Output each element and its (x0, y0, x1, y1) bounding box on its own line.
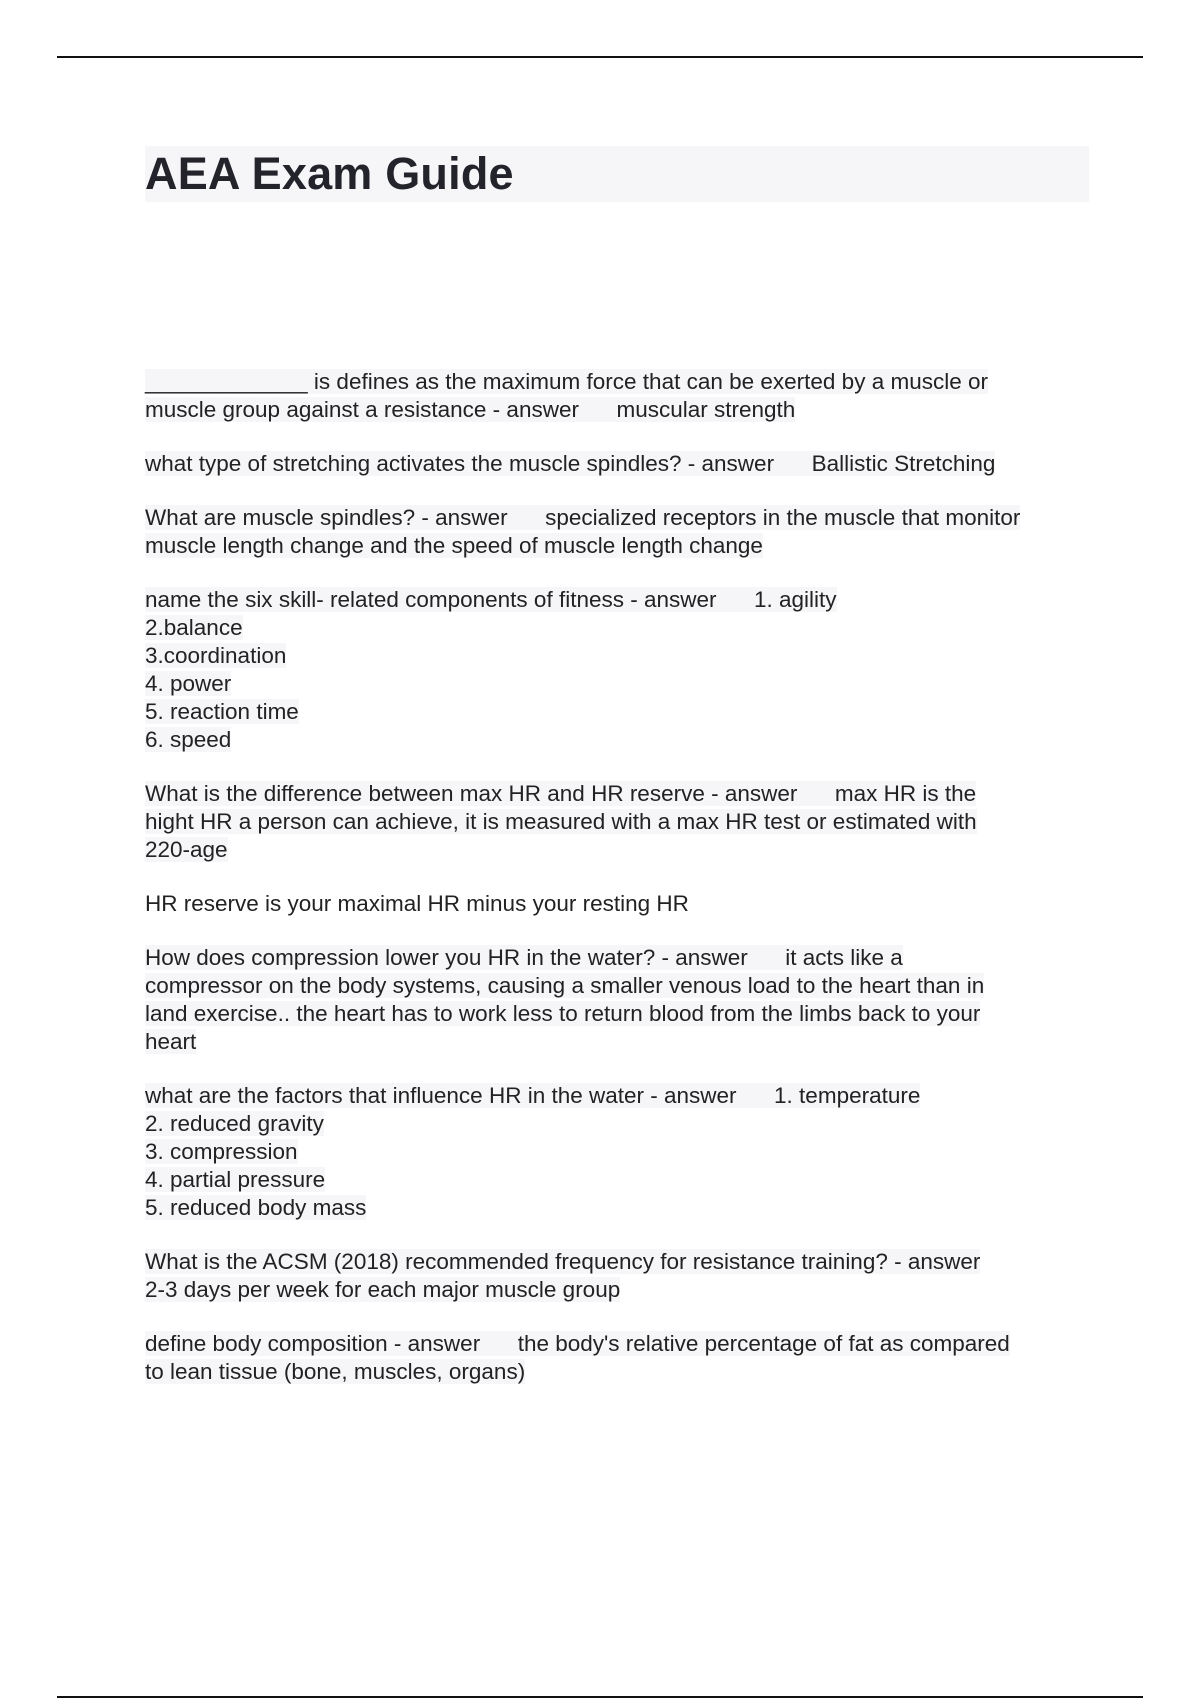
qa-line: muscle group against a resistance - answer muscular strength (145, 397, 796, 422)
qa-line: 2.balance (145, 615, 243, 640)
qa-item-max-hr (145, 780, 1089, 864)
qa-line: 5. reduced body mass (145, 1195, 367, 1220)
qa-line: hight HR a person can achieve, it is measured with a max HR test or estimated with (145, 809, 977, 834)
qa-line: land exercise.. the heart has to work less to return blood from the limbs back to your (145, 1001, 981, 1026)
qa-line: 220-age (145, 837, 228, 862)
qa-line: How does compression lower you HR in the water? - answer it acts like a (145, 945, 903, 970)
qa-item-compression (145, 944, 1089, 1056)
qa-line: define body composition - answer the body's relative percentage of fat as compared (145, 1331, 1010, 1356)
qa-item-muscle-spindles (145, 504, 1089, 560)
qa-line: 3.coordination (145, 643, 287, 668)
qa-line: 4. partial pressure (145, 1167, 326, 1192)
qa-line: What is the difference between max HR and HR reserve - answer max HR is the (145, 781, 977, 806)
qa-line: HR reserve is your maximal HR minus your resting HR (145, 891, 689, 916)
qa-line: 5. reaction time (145, 699, 299, 724)
top-rule (57, 56, 1143, 58)
qa-item-hr-reserve (145, 890, 1089, 918)
page-title: AEA Exam Guide (145, 148, 514, 199)
qa-line: 2. reduced gravity (145, 1111, 324, 1136)
qa-line: 2-3 days per week for each major muscle group (145, 1277, 621, 1302)
qa-line: 3. compression (145, 1139, 298, 1164)
qa-item-acsm-frequency (145, 1248, 1089, 1304)
qa-item-body-composition (145, 1330, 1089, 1386)
qa-line: 4. power (145, 671, 232, 696)
qa-line: to lean tissue (bone, muscles, organs) (145, 1359, 526, 1384)
qa-line: What is the ACSM (2018) recommended frequency for resistance training? - answer (145, 1249, 981, 1274)
qa-line: compressor on the body systems, causing a smaller venous load to the heart than in (145, 973, 985, 998)
qa-line: name the six skill- related components of fitness - answer 1. agility (145, 587, 837, 612)
qa-list (145, 368, 1089, 1412)
qa-item-hr-factors (145, 1082, 1089, 1222)
qa-line: heart (145, 1029, 197, 1054)
qa-line: what type of stretching activates the muscle spindles? - answer Ballistic Stretching (145, 451, 996, 476)
qa-item-skill-components (145, 586, 1089, 754)
qa-line: _____________ is defines as the maximum force that can be exerted by a muscle or (145, 369, 988, 394)
qa-line: what are the factors that influence HR in the water - answer 1. temperature (145, 1083, 921, 1108)
qa-item-muscular-strength (145, 368, 1089, 424)
qa-line: muscle length change and the speed of muscle length change (145, 533, 763, 558)
qa-line: 6. speed (145, 727, 232, 752)
bottom-rule (57, 1696, 1143, 1698)
qa-line: What are muscle spindles? - answer specialized receptors in the muscle that monitor (145, 505, 1021, 530)
qa-item-ballistic-stretching (145, 450, 1089, 478)
